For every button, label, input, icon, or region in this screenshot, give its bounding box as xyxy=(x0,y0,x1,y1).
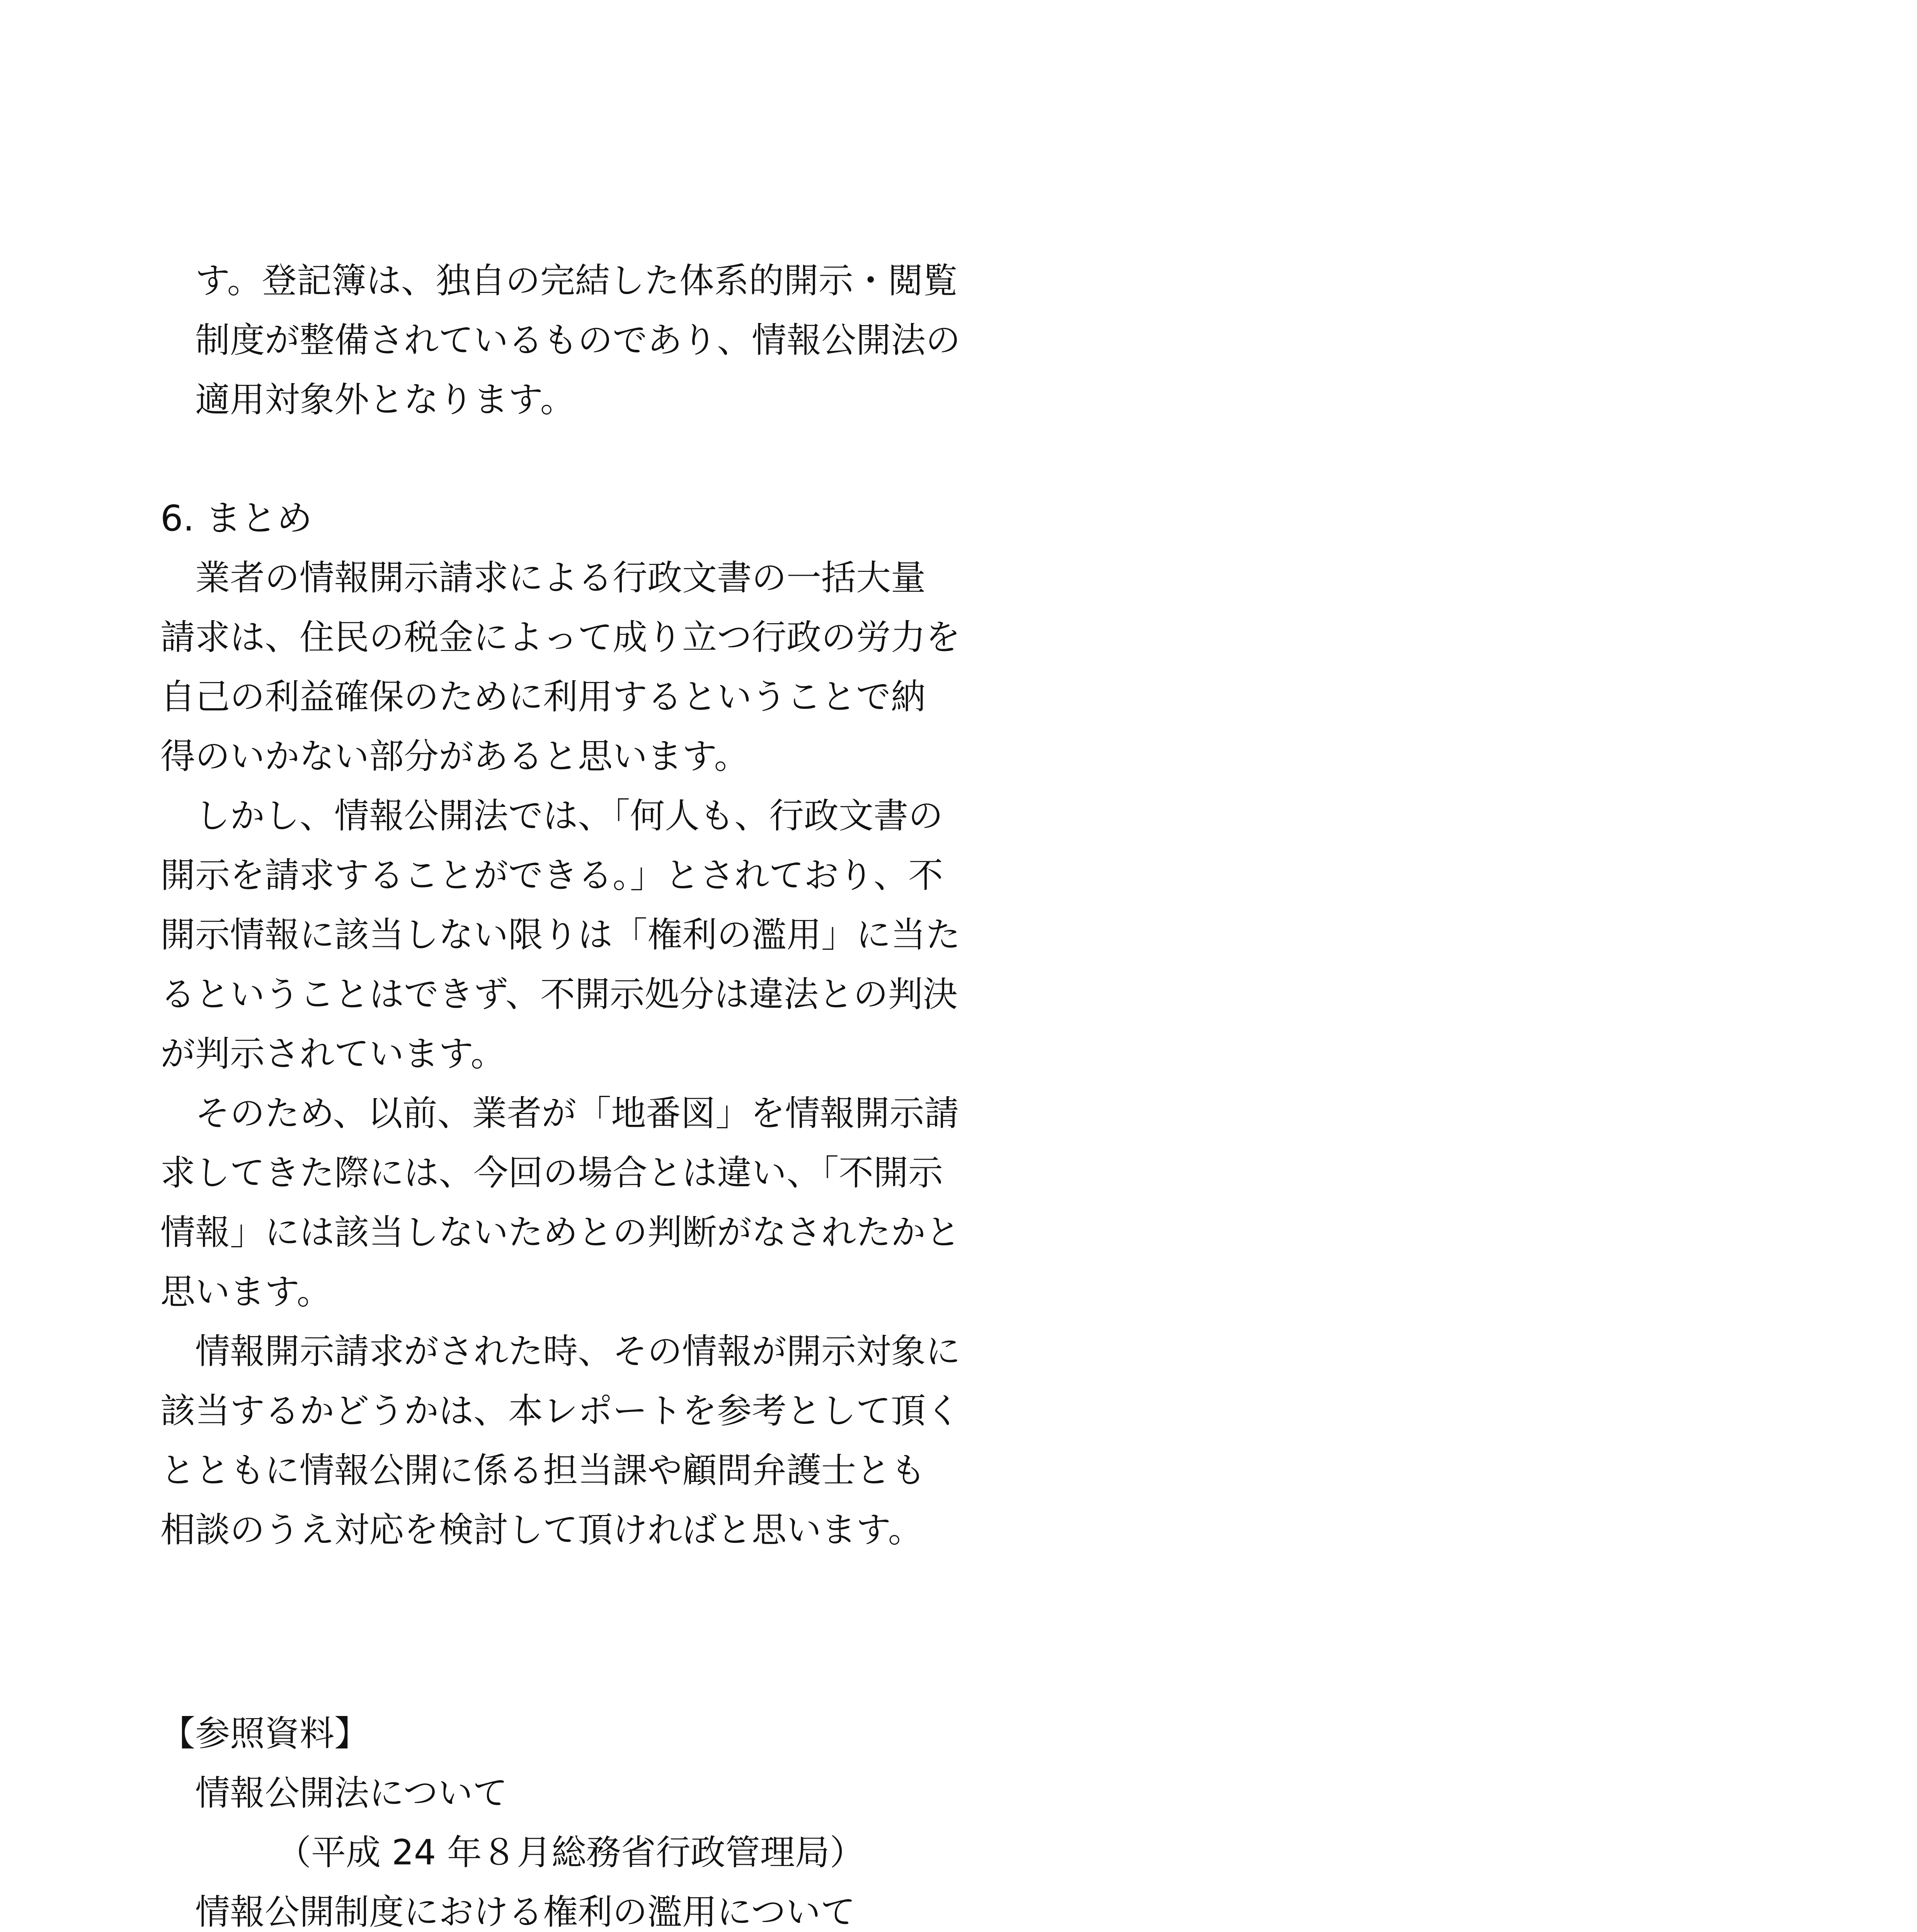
text-line: 該当するかどうかは、本レポートを参考として頂く xyxy=(160,1391,960,1431)
text-line: 開示情報に該当しない限りは「権利の濫用」に当た xyxy=(160,915,960,955)
text-line: とともに情報公開に係る担当課や顧問弁護士とも xyxy=(160,1450,926,1491)
text-line: 情報」には該当しないためとの判断がなされたかと xyxy=(160,1212,960,1253)
reference-title: 情報公開制度における権利の濫用について xyxy=(195,1892,856,1932)
text-line: 求してきた際には、今回の場合とは違い、「不開示 xyxy=(160,1153,943,1193)
text-line: 情報開示請求がされた時、その情報が開示対象に xyxy=(195,1331,960,1372)
text-line: るということはできず、不開示処分は違法との判決 xyxy=(160,974,958,1015)
text-line: 業者の情報開示請求による行政文書の一括大量 xyxy=(195,558,926,598)
text-line: す。登記簿は、独自の完結した体系的開示・閲覧 xyxy=(195,260,958,301)
references-heading: 【参照資料】 xyxy=(160,1713,369,1754)
text-line: そのため、以前、業者が「地番図」を情報開示請 xyxy=(195,1093,959,1134)
text-line: しかし、情報公開法では、「何人も、行政文書の xyxy=(195,796,943,836)
text-line: 開示を請求することができる。」とされており、不 xyxy=(160,855,943,896)
text-line: 思います。 xyxy=(160,1272,332,1312)
reference-source: （平成 24 年８月総務省行政管理局） xyxy=(276,1832,865,1873)
section-heading: 6. まとめ xyxy=(160,498,313,539)
references-section xyxy=(160,1704,937,1932)
text-line: が判示されています。 xyxy=(160,1034,506,1074)
text-line: 自己の利益確保のために利用するということで納 xyxy=(160,677,926,717)
text-line: 相談のうえ対応を検討して頂ければと思います。 xyxy=(160,1510,923,1550)
text-line: 適用対象外となります。 xyxy=(195,379,575,420)
text-line: 得のいかない部分があると思います。 xyxy=(160,736,749,777)
summary-section xyxy=(160,489,960,1560)
reference-title: 情報公開法について xyxy=(195,1773,508,1813)
text-line: 請求は、住民の税金によって成り立つ行政の労力を xyxy=(160,617,960,658)
intro-continuation xyxy=(160,251,960,430)
text-line: 制度が整備されているものであり、情報公開法の xyxy=(195,320,960,361)
